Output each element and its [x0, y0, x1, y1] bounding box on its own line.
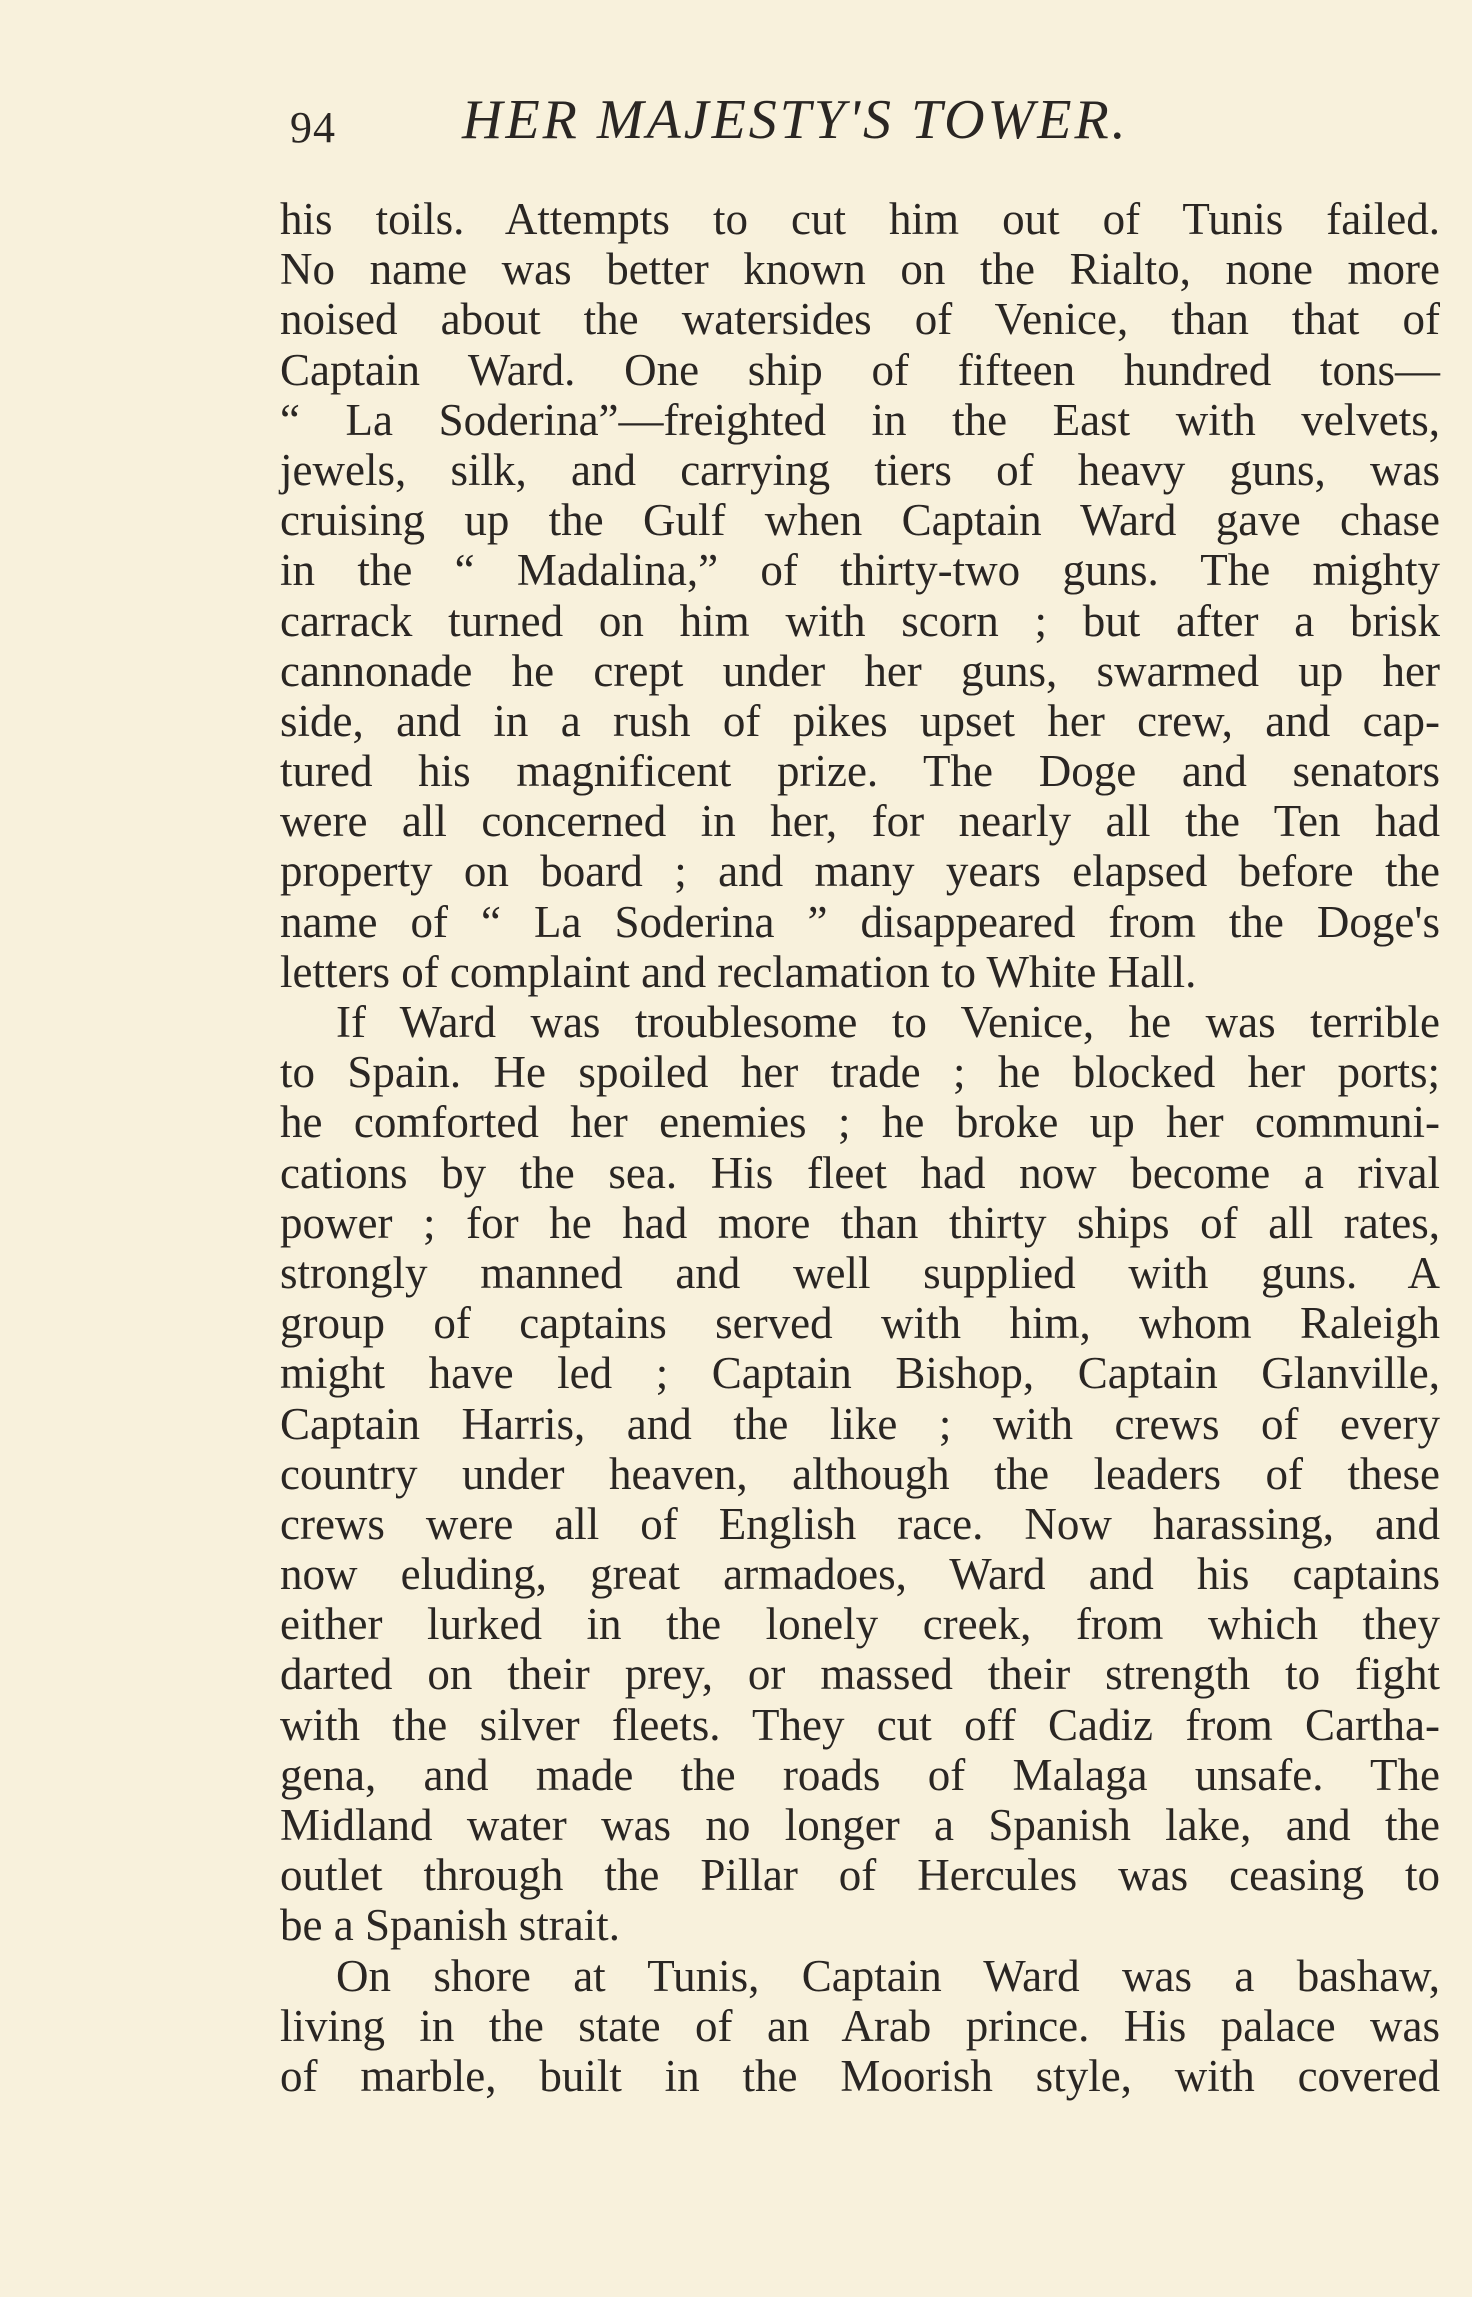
paragraph-first-line: If Ward was troublesome to Venice, he was terrible [336, 997, 1440, 1047]
running-title: HER MAJESTY'S TOWER. [462, 89, 1129, 151]
text-line: side, and in a rush of pikes upset her crew, and cap- [280, 695, 1440, 746]
text-line: country under heaven, although the leaders of these [280, 1448, 1440, 1499]
text-line: cruising up the Gulf when Captain Ward gave chase [280, 495, 1440, 546]
text-line: Midland water was no longer a Spanish lake, and the [280, 1800, 1440, 1850]
text-line: now eluding, great armadoes, Ward and his captains [280, 1549, 1440, 1600]
text-line: No name was better known on the Rialto, none more [280, 244, 1440, 295]
text-line: letters of complaint and reclamation to White Hall. [280, 946, 1197, 997]
text-line: noised about the watersides of Venice, than that of [280, 294, 1440, 345]
text-line: “ La Soderina”—freighted in the East with velvets, [280, 394, 1440, 445]
text-line: of marble, built in the Moorish style, with covered [280, 2050, 1440, 2101]
text-line: be a Spanish strait. [280, 1900, 620, 1951]
text-line: Captain Ward. One ship of fifteen hundred tons— [280, 344, 1440, 395]
body-text [280, 194, 1440, 2101]
text-line: cannonade he crept under her guns, swarmed up her [280, 645, 1440, 696]
text-line: name of “ La Soderina ” disappeared from the Doge's [280, 896, 1440, 947]
text-line: carrack turned on him with scorn ; but after a brisk [280, 595, 1440, 646]
text-line: cations by the sea. His fleet had now become a rival [280, 1147, 1440, 1198]
page-header [290, 88, 1460, 158]
text-line: darted on their prey, or massed their strength to fight [280, 1649, 1440, 1700]
text-line: gena, and made the roads of Malaga unsafe. The [280, 1749, 1440, 1800]
text-line: he comforted her enemies ; he broke up her communi- [280, 1097, 1440, 1148]
text-line: group of captains served with him, whom Raleigh [280, 1298, 1440, 1349]
text-line: outlet through the Pillar of Hercules was ceasing to [280, 1850, 1440, 1901]
text-line: tured his magnificent prize. The Doge and senators [280, 746, 1440, 797]
text-line: either lurked in the lonely creek, from which they [280, 1599, 1440, 1650]
text-line: property on board ; and many years elapsed before the [280, 846, 1440, 897]
page-number: 94 [290, 103, 336, 152]
text-line: strongly manned and well supplied with guns. A [280, 1247, 1440, 1298]
text-line: to Spain. He spoiled her trade ; he blocked her ports; [280, 1047, 1440, 1098]
text-line: in the “ Madalina,” of thirty-two guns. The mighty [280, 545, 1440, 596]
text-line: might have led ; Captain Bishop, Captain Glanville, [280, 1348, 1440, 1399]
text-line: jewels, silk, and carrying tiers of heavy guns, was [280, 444, 1440, 495]
text-line: crews were all of English race. Now harassing, and [280, 1498, 1440, 1549]
text-line: living in the state of an Arab prince. His palace was [280, 2000, 1440, 2051]
text-line: were all concerned in her, for nearly all the Ten had [280, 796, 1440, 847]
paragraph-first-line: On shore at Tunis, Captain Ward was a bashaw, [336, 1950, 1440, 2001]
text-line: Captain Harris, and the like ; with crews of every [280, 1398, 1440, 1449]
text-line: with the silver fleets. They cut off Cadiz from Cartha- [280, 1699, 1440, 1750]
text-line: power ; for he had more than thirty ships of all rates, [280, 1197, 1440, 1248]
text-line: his toils. Attempts to cut him out of Tunis failed. [280, 194, 1440, 244]
